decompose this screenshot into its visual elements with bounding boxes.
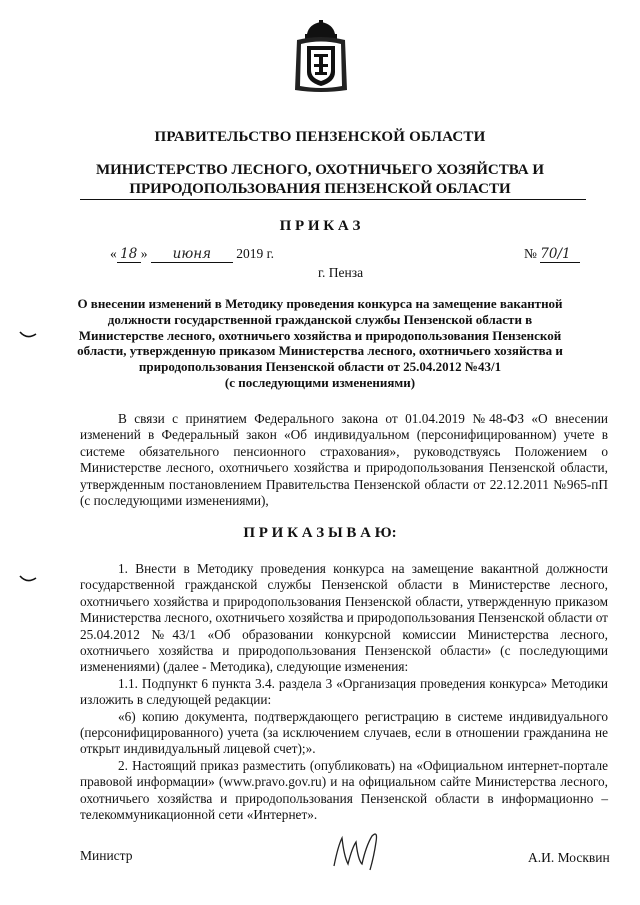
item-2: 2. Настоящий приказ разместить (опубликовать) на «Официальном интернет-портале правовой информации» (www.pravo.gov.ru) и на официальном сайте Министерства лесного, охотничьего хозяйства и природопользования Пензенской области в информационно – телекоммуникационной сети «Интернет». — [80, 757, 608, 823]
date-close-quote: » — [140, 246, 148, 261]
title-line-3: Министерстве лесного, охотничьего хозяйства и природопользования Пензенской — [78, 327, 562, 343]
number-value: 70/1 — [540, 246, 580, 263]
date-month: июня — [151, 246, 233, 263]
order-items — [80, 561, 608, 824]
date-year: 2019 г. — [236, 246, 275, 261]
title-line-2: должности государственной гражданской службы Пензенской области в — [107, 311, 533, 327]
margin-mark-bottom — [18, 574, 38, 586]
number-label: № — [524, 246, 537, 261]
ministry-heading-line1: МИНИСТЕРСТВО ЛЕСНОГО, ОХОТНИЧЬЕГО ХОЗЯЙСТВА И — [95, 162, 545, 178]
title-line-5: природопользования Пензенской области от 25.04.2012 №43/1 — [138, 359, 502, 375]
coat-of-arms-emblem — [293, 20, 349, 94]
title-line-1: О внесении изменений в Методику проведения конкурса на замещение вакантной — [77, 296, 563, 311]
header-rule — [80, 199, 586, 200]
signatory-position: Министр — [80, 848, 133, 863]
city: г. Пенза — [318, 265, 364, 280]
date-day: 18 — [117, 246, 141, 263]
order-title — [0, 296, 640, 391]
preamble: В связи с принятием Федерального закона от 01.04.2019 №48-ФЗ «О внесении изменений в Федеральный закон «Об индивидуальном (персонифицированном) учете в системе обязательного пенсионного страхования», руководствуясь Положением о Министерстве лесного, охотничьего хозяйства и природопользования Пензенской области, утвержденным постановлением Правительства Пензенской области от 22.12.2011 №965-пП (с последующими изменениями), — [80, 411, 608, 509]
government-heading: ПРАВИТЕЛЬСТВО ПЕНЗЕНСКОЙ ОБЛАСТИ — [154, 129, 486, 145]
date-block — [110, 246, 274, 263]
item-1-1: 1.1. Подпункт 6 пункта 3.4. раздела 3 «Организация проведения конкурса» Методики изложить в следующей редакции: — [80, 675, 608, 708]
order-word: П Р И К А З Ы В А Ю: — [243, 525, 397, 541]
title-line-6: (с последующими изменениями) — [224, 374, 416, 390]
document-type: П Р И К А З — [279, 218, 361, 234]
preamble-block — [80, 411, 608, 509]
date-open-quote: « — [110, 246, 117, 261]
ministry-heading-line2: ПРИРОДОПОЛЬЗОВАНИЯ ПЕНЗЕНСКОЙ ОБЛАСТИ — [129, 181, 511, 197]
item-1: 1. Внести в Методику проведения конкурса на замещение вакантной должности государственной гражданской службы Пензенской области в Министерстве лесного, охотничьего хозяйства и природопользования Пензенской области, утвержденную приказом Министерства лесного, охотничьего хозяйства и природопользования Пензенской области от 25.04.2012 №43/1 «Об образовании конкурсной комиссии Министерства лесного, охотничьего хозяйства и природопользования Пензенской области» (с последующими изменениями) (далее - Методика), следующие изменения: — [80, 561, 608, 675]
margin-mark-top — [18, 330, 38, 342]
handwritten-signature — [330, 826, 390, 874]
item-1-quote: «6) копию документа, подтверждающего регистрацию в системе индивидуального (персонифицированного) учета (за исключением случаев, если в отношении гражданина не открыт индивидуальный лицевой счет);». — [80, 708, 608, 757]
title-line-4: области, утвержденную приказом Министерства лесного, охотничьего хозяйства и — [77, 343, 563, 359]
signatory-name: А.И. Москвин — [528, 850, 610, 865]
document-number — [524, 246, 580, 263]
